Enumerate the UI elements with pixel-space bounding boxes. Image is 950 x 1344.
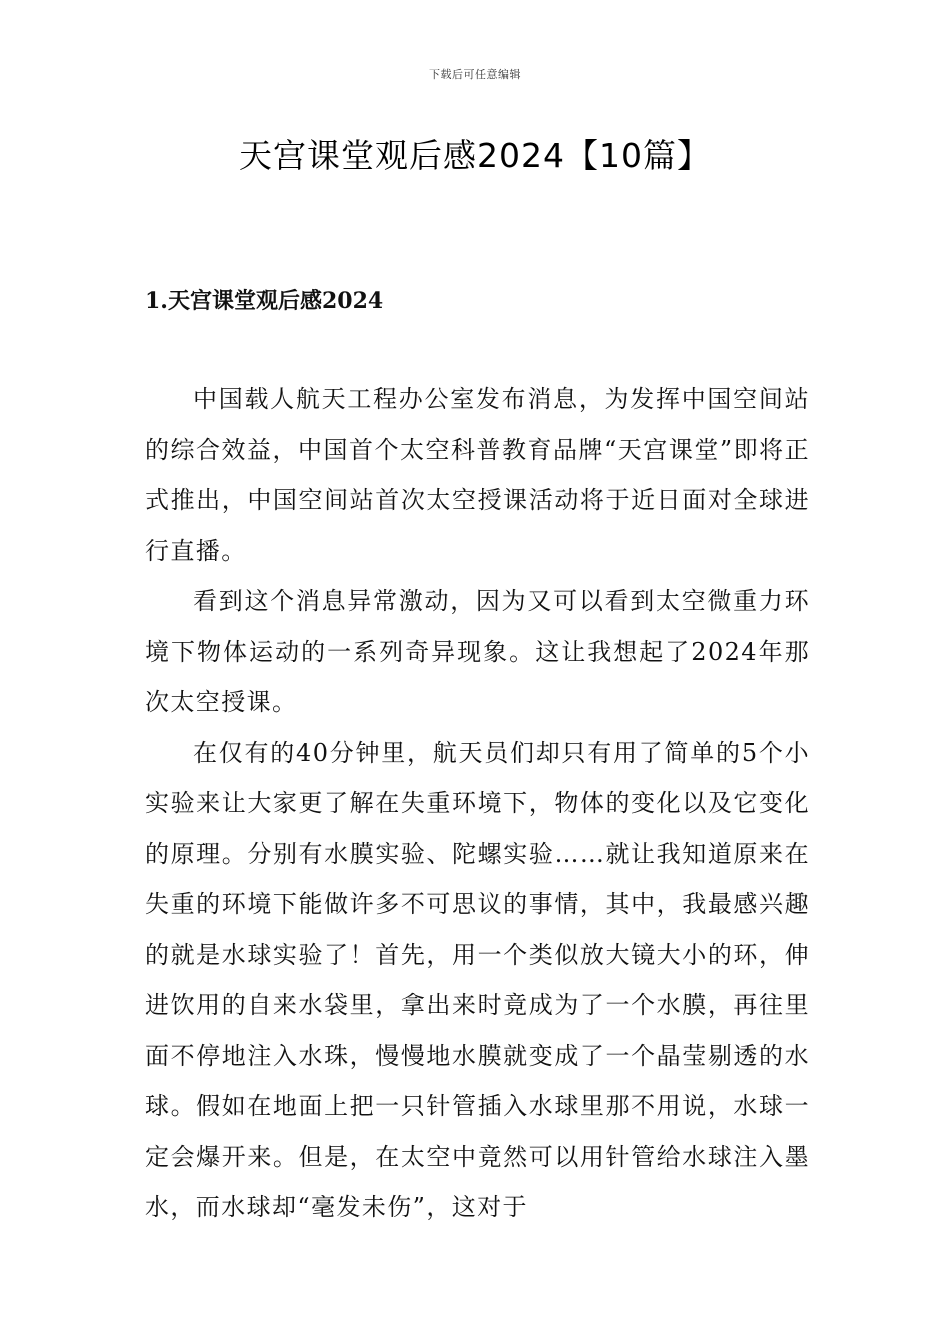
document-title: 天宫课堂观后感2024【10篇】: [239, 136, 711, 175]
paragraph-2: 看到这个消息异常激动，因为又可以看到太空微重力环境下物体运动的一系列奇异现象。这让我想起了2024年那次太空授课。: [145, 587, 810, 716]
paragraph-3: 在仅有的40分钟里，航天员们却只有用了简单的5个小实验来让大家更了解在失重环境下，物体的变化以及它变化的原理。分别有水膜实验、陀螺实验……就让我知道原来在失重的环境下能做许多不可思议的事情，其中，我最感兴趣的就是水球实验了！首先，用一个类似放大镜大小的环，伸进饮用的自来水袋里，拿出来时竟成为了一个水膜，再往里面不停地注入水珠，慢慢地水膜就变成了一个晶莹剔透的水球。假如在地面上把一只针管插入水球里那不用说，水球一定会爆开来。但是，在太空中竟然可以用针管给水球注入墨水，而水球却“毫发未伤”，这对于: [145, 738, 810, 1221]
paragraph-1: 中国载人航天工程办公室发布消息，为发挥中国空间站的综合效益，中国首个太空科普教育品牌“天宫课堂”即将正式推出，中国空间站首次太空授课活动将于近日面对全球进行直播。: [145, 385, 810, 565]
section-heading: 1.天宫课堂观后感2024: [145, 288, 384, 314]
header-note: 下载后可任意编辑: [429, 68, 521, 81]
body-text: [145, 374, 810, 1233]
